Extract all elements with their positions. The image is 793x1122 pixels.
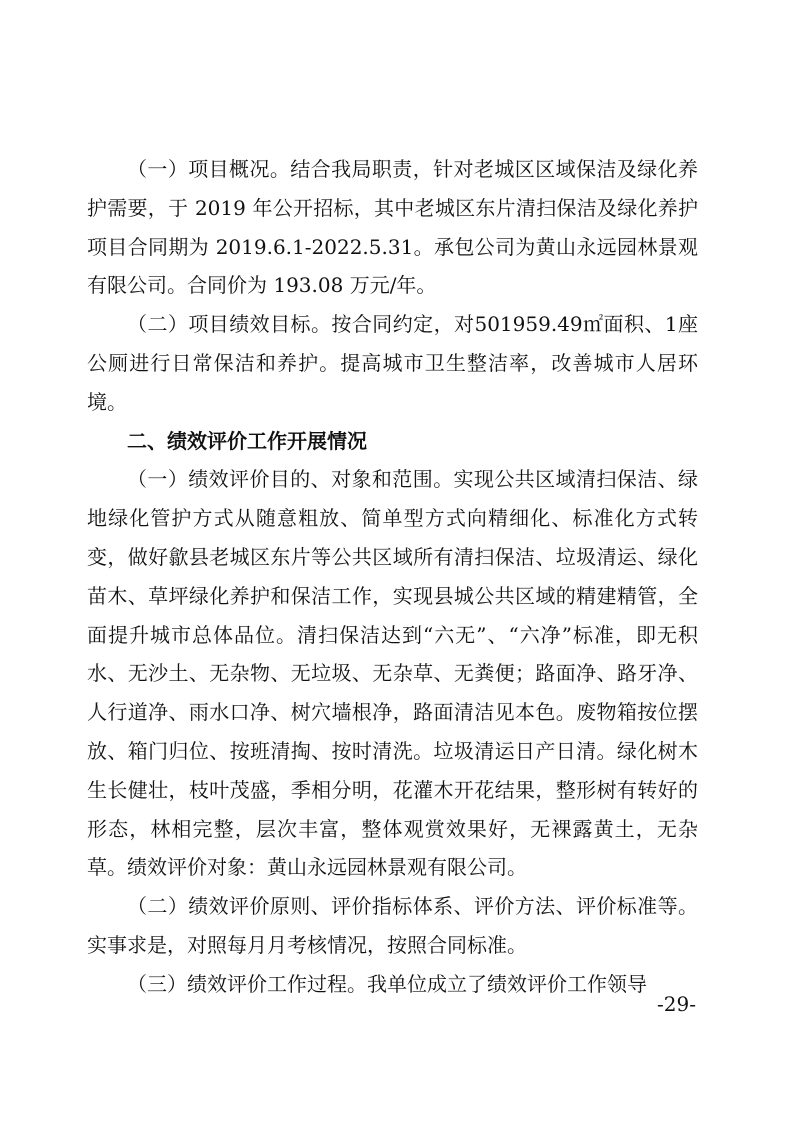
paragraph-evaluation-principles: （二）绩效评价原则、评价指标体系、评价方法、评价标准等。实事求是，对照每月月考核情况，按照合同标准。 xyxy=(87,894,698,957)
page-number: -29- xyxy=(657,992,696,1016)
section-heading-evaluation: 二、绩效评价工作开展情况 xyxy=(127,428,367,453)
paragraph-evaluation-purpose: （一）绩效评价目的、对象和范围。实现公共区域清扫保洁、绿地绿化管护方式从随意粗放、简单型方式向精细化、标准化方式转变，做好歙县老城区东片等公共区域所有清扫保洁、垃圾清运、绿化苗木、草坪绿化养护和保洁工作，实现县城公共区域的精建精管，全面提升城市总体品位。清扫保洁达到“六无”、“六净”标准，即无积水、无沙土、无杂物、无垃圾、无杂草、无粪便；路面净、路牙净、人行道净、雨水口净、树穴墙根净，路面清洁见本色。废物箱按位摆放、箱门归位、按班清掏、按时清洗。垃圾清运日产日清。绿化树木生长健壮，枝叶茂盛，季相分明，花灌木开花结果，整形树有转好的形态，林相完整，层次丰富，整体观赏效果好，无裸露黄土，无杂草。绩效评价对象：黄山永远园林景观有限公司。 xyxy=(87,467,698,880)
paragraph-evaluation-process: （三）绩效评价工作过程。我单位成立了绩效评价工作领导 xyxy=(127,971,647,996)
paragraph-project-overview: （一）项目概况。结合我局职责，针对老城区区域保洁及绿化养护需要，于 2019 年公开招标，其中老城区东片清扫保洁及绿化养护项目合同期为 2019.6.1-2022.5.31。承包公司为黄山永远园林景观有限公司。合同价为 193.08 万元/年。 xyxy=(87,157,698,298)
document-body xyxy=(87,150,698,1004)
paragraph-performance-goal: （二）项目绩效目标。按合同约定，对501959.49㎡面积、1座公厕进行日常保洁和养护。提高城市卫生整洁率，改善城市人居环境。 xyxy=(87,312,698,414)
